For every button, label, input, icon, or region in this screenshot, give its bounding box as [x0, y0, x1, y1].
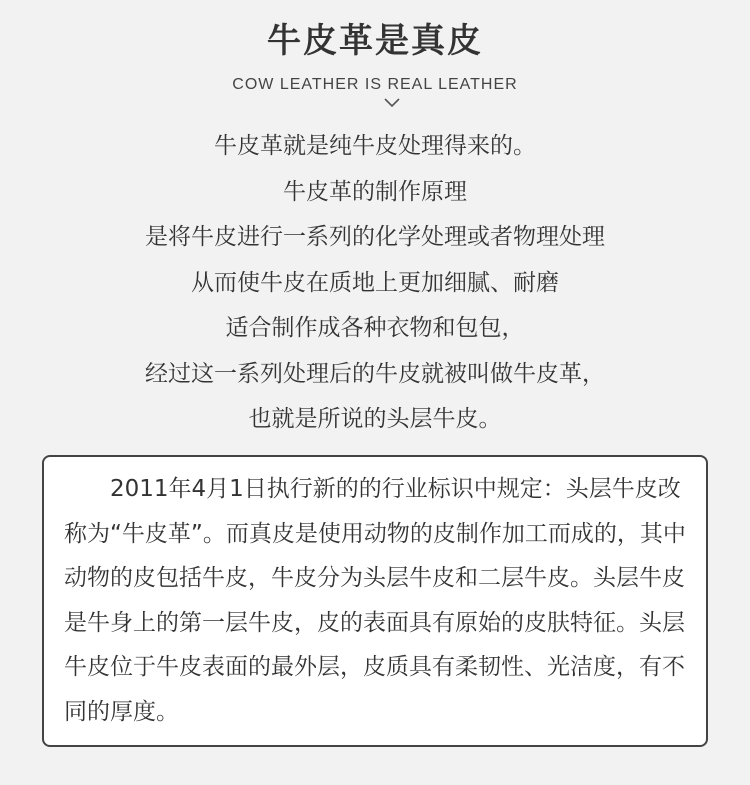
intro-line: 也就是所说的头层牛皮。: [248, 406, 502, 432]
page-subtitle: COW LEATHER IS REAL LEATHER: [232, 76, 518, 93]
intro-line: 从而使牛皮在质地上更加细腻、耐磨: [191, 269, 559, 296]
intro-line: 经过这一系列处理后的牛皮就被叫做牛皮革，: [145, 360, 605, 387]
regulation-note-box: [42, 455, 708, 747]
regulation-note-text: 2011年4月1日执行新的的行业标识中规定：头层牛皮改称为“牛皮革”。而真皮是使用动物的皮制作加工而成的，其中动物的皮包括牛皮，牛皮分为头层牛皮和二层牛皮。头层牛皮是牛身上的第一层牛皮，皮的表面具有原始的皮肤特征。头层牛皮位于牛皮表面的最外层，皮质具有柔韧性、光洁度，有不同的厚度。: [64, 476, 686, 725]
intro-line: 是将牛皮进行一系列的化学处理或者物理处理: [145, 224, 605, 250]
intro-line: 适合制作成各种衣物和包包，: [225, 315, 525, 341]
chevron-down-icon: [383, 97, 401, 109]
page-title: 牛皮革是真皮: [267, 21, 483, 61]
intro-line: 牛皮革就是纯牛皮处理得来的。: [214, 133, 536, 159]
intro-line: 牛皮革的制作原理: [283, 178, 467, 205]
intro-text: [0, 124, 750, 443]
